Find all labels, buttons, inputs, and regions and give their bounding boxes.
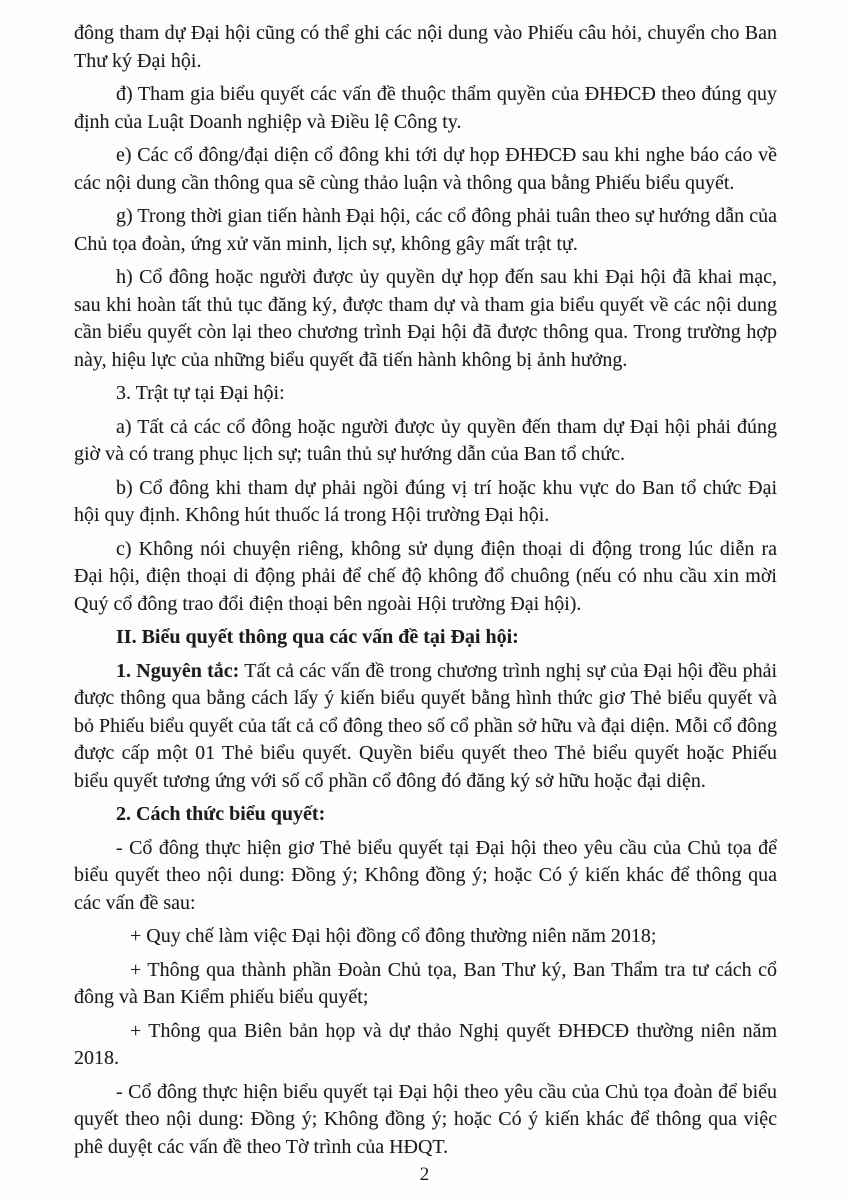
list-item-c: c) Không nói chuyện riêng, không sử dụng điện thoại di động trong lúc diễn ra Đại hội, điện thoại di động phải để chế độ không đổ chuông (nếu có nhu cầu xin mời Quý cổ đông trao đổi điện thoại bên ngoài Hội trường Đại hội). bbox=[74, 537, 777, 615]
paragraph-dash-vote: - Cổ đông thực hiện biểu quyết tại Đại hội theo yêu cầu của Chủ tọa đoàn để biểu quyết theo nội dung: Đồng ý; Không đồng ý; hoặc Có ý kiến khác để thông qua việc phê duyệt các vấn đề theo Tờ trình của HĐQT. bbox=[74, 1080, 777, 1158]
heading-voting-method: 2. Cách thức biểu quyết: bbox=[116, 803, 326, 825]
bullet-thanh-phan: + Thông qua thành phần Đoàn Chủ tọa, Ban Thư ký, Ban Thẩm tra tư cách cổ đông và Ban Kiểm phiếu biểu quyết; bbox=[74, 958, 777, 1008]
list-item-b: b) Cổ đông khi tham dự phải ngồi đúng vị trí hoặc khu vực do Ban tổ chức Đại hội quy định. Không hút thuốc lá trong Hội trường Đại hội. bbox=[74, 476, 777, 526]
list-item-g: g) Trong thời gian tiến hành Đại hội, các cổ đông phải tuân theo sự hướng dẫn của Chủ tọa đoàn, ứng xử văn minh, lịch sự, không gây mất trật tự. bbox=[74, 205, 777, 255]
page-number: 2 bbox=[419, 1164, 430, 1185]
list-item-d: đ) Tham gia biểu quyết các vấn đề thuộc thẩm quyền của ĐHĐCĐ theo đúng quy định của Luật Doanh nghiệp và Điều lệ Công ty. bbox=[74, 83, 777, 133]
principle-text: Tất cả các vấn đề trong chương trình nghị sự của Đại hội đều phải được thông qua bằng cách lấy ý kiến biểu quyết bằng hình thức giơ Thẻ biểu quyết và bỏ Phiếu biểu quyết của tất cả cổ đông theo số cổ phần sở hữu và đại diện. Mỗi cổ đông được cấp một 01 Thẻ biểu quyết. Quyền biểu quyết theo Thẻ biểu quyết hoặc Phiếu biểu quyết tương ứng với số cổ phần cổ đông đó đăng ký sở hữu hoặc đại diện. bbox=[74, 659, 778, 792]
list-item-h: h) Cổ đông hoặc người được ủy quyền dự họp đến sau khi Đại hội đã khai mạc, sau khi hoàn tất thủ tục đăng ký, được tham dự và tham gia biểu quyết về các nội dung cần biểu quyết còn lại theo chương trình Đại hội đã được thông qua. Trong trường hợp này, hiệu lực của những biểu quyết đã tiến hành không bị ảnh hưởng. bbox=[74, 266, 777, 371]
bullet-bien-ban: + Thông qua Biên bản họp và dự thảo Nghị quyết ĐHĐCĐ thường niên năm 2018. bbox=[74, 1019, 777, 1069]
bullet-quy-che: + Quy chế làm việc Đại hội đồng cổ đông thường niên năm 2018; bbox=[130, 925, 657, 947]
list-item-a: a) Tất cả các cổ đông hoặc người được ủy quyền đến tham dự Đại hội phải đúng giờ và có trang phục lịch sự; tuân thủ sự hướng dẫn của Ban tổ chức. bbox=[74, 415, 777, 465]
paragraph-continuation: đông tham dự Đại hội cũng có thể ghi các nội dung vào Phiếu câu hỏi, chuyển cho Ban Thư ký Đại hội. bbox=[74, 22, 777, 72]
list-item-e: e) Các cổ đông/đại diện cổ đông khi tới dự họp ĐHĐCĐ sau khi nghe báo cáo về các nội dung cần thông qua sẽ cùng thảo luận và thông qua bằng Phiếu biểu quyết. bbox=[74, 144, 777, 194]
heading-section-3: 3. Trật tự tại Đại hội: bbox=[116, 382, 285, 404]
paragraph-principle bbox=[74, 658, 777, 796]
principle-label: 1. Nguyên tắc: bbox=[116, 659, 240, 682]
heading-section-ii: II. Biểu quyết thông qua các vấn đề tại Đại hội: bbox=[116, 626, 519, 648]
paragraph-dash-show-card: - Cổ đông thực hiện giơ Thẻ biểu quyết tại Đại hội theo yêu cầu của Chủ tọa để biểu quyết theo nội dung: Đồng ý; Không đồng ý; hoặc Có ý kiến khác để thông qua các vấn đề sau: bbox=[74, 836, 777, 914]
